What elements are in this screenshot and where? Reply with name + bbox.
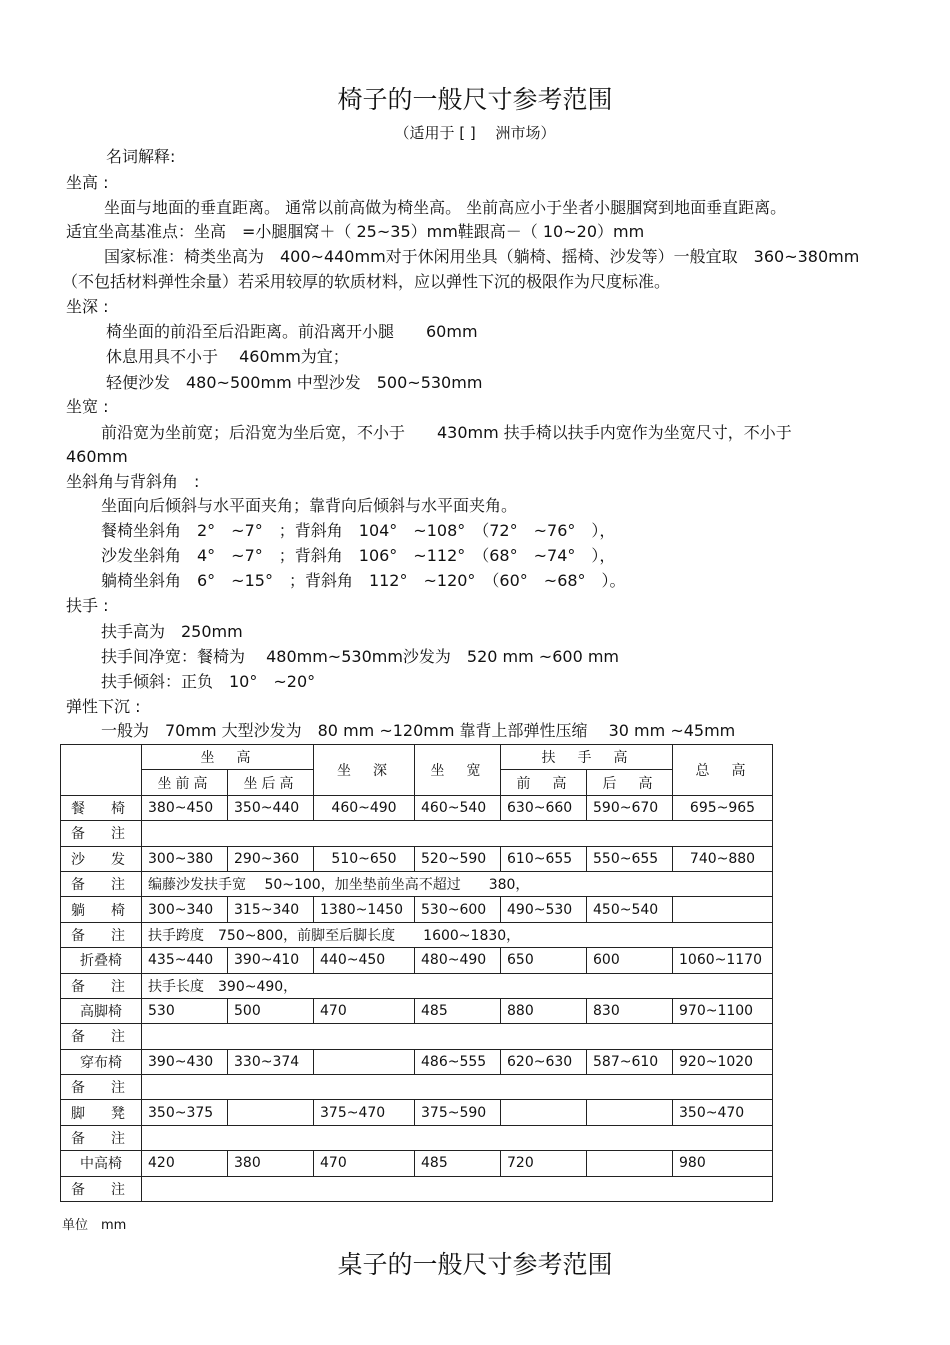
cell: 550~655: [587, 846, 673, 871]
cell: 290~360: [228, 846, 314, 871]
header-seat-front: 坐前高: [142, 770, 228, 795]
note-text: [142, 1024, 773, 1049]
note-row: [61, 1176, 773, 1201]
cell: 470: [314, 998, 415, 1023]
row-name: 中高椅: [61, 1151, 142, 1176]
cell: 315~340: [228, 897, 314, 922]
cell: 587~610: [587, 1049, 673, 1074]
header-armrest: 扶 手 高: [501, 745, 673, 770]
text-line: 椅坐面的前沿至后沿距离。前沿离开小腿 60mm: [106, 322, 478, 341]
table-row: [61, 948, 773, 973]
header-seat-height: 坐 高: [142, 745, 314, 770]
text-line: 沙发坐斜角 4° ~7° ；背斜角 106° ~112° （68° ~74° ），: [101, 546, 616, 565]
cell: 1380~1450: [314, 897, 415, 922]
cell: 720: [501, 1151, 587, 1176]
cell: 485: [415, 1151, 501, 1176]
cell: 510~650: [314, 846, 415, 871]
note-label: 备 注: [61, 1024, 142, 1049]
header-arm-back: 后 高: [587, 770, 673, 795]
cell: 695~965: [673, 795, 773, 820]
cell: 980: [673, 1151, 773, 1176]
cell: 486~555: [415, 1049, 501, 1074]
cell: 530~600: [415, 897, 501, 922]
table-row: [61, 1049, 773, 1074]
cell: 590~670: [587, 795, 673, 820]
text-line: 餐椅坐斜角 2° ~7° ；背斜角 104° ~108° （72° ~76° ），: [101, 521, 616, 540]
cell: 300~340: [142, 897, 228, 922]
cell: 390~410: [228, 948, 314, 973]
table-row: [61, 897, 773, 922]
text-line: 名词解释:: [106, 147, 176, 166]
header-total: 总 高: [673, 745, 773, 796]
cell: 970~1100: [673, 998, 773, 1023]
cell: 450~540: [587, 897, 673, 922]
note-row: [61, 1125, 773, 1150]
cell: 390~430: [142, 1049, 228, 1074]
cell: 350~470: [673, 1100, 773, 1125]
text-line: 国家标准：椅类坐高为 400~440mm对于休闲用坐具（躺椅、摇椅、沙发等）一般宜取 360~380mm: [104, 247, 860, 266]
cell: 375~590: [415, 1100, 501, 1125]
text-line: 适宜坐高基准点：坐高 =小腿腘窝＋（ 25~35）mm鞋跟高－（ 10~20）mm: [66, 222, 645, 241]
note-label: 备 注: [61, 821, 142, 846]
cell: 630~660: [501, 795, 587, 820]
cell: 480~490: [415, 948, 501, 973]
text-line: （不包括材料弹性余量）若采用较厚的软质材料，应以弹性下沉的极限作为尺度标准。: [62, 272, 671, 291]
row-name: 脚 凳: [61, 1100, 142, 1125]
note-text: [142, 821, 773, 846]
text-line: 扶手间净宽：餐椅为 480mm~530mm沙发为 520 mm ~600 mm: [101, 647, 620, 666]
cell: 600: [587, 948, 673, 973]
chair-dimension-table: [60, 744, 773, 1202]
cell: 375~470: [314, 1100, 415, 1125]
section-heading-angles: 坐斜角与背斜角 :: [66, 472, 200, 491]
cell: 830: [587, 998, 673, 1023]
section-title-tables: 桌子的一般尺寸参考范围: [337, 1250, 613, 1279]
cell: 500: [228, 998, 314, 1023]
note-row: [61, 1075, 773, 1100]
text-line: 前沿宽为坐前宽；后沿宽为坐后宽，不小于 430mm 扶手椅以扶手内宽作为坐宽尺寸，不小于: [101, 423, 792, 442]
note-text: 扶手长度 390~490，: [142, 973, 773, 998]
header-seat-back: 坐后高: [228, 770, 314, 795]
cell: 330~374: [228, 1049, 314, 1074]
cell: 740~880: [673, 846, 773, 871]
text-line: 扶手高为 250mm: [101, 622, 243, 641]
cell: 435~440: [142, 948, 228, 973]
text-line: 扶手倾斜：正负 10° ~20°: [101, 672, 316, 691]
note-label: 备 注: [61, 1125, 142, 1150]
cell: 610~655: [501, 846, 587, 871]
section-heading-seat-depth: 坐深 :: [66, 297, 109, 316]
note-row: [61, 821, 773, 846]
cell: 460~540: [415, 795, 501, 820]
cell: 880: [501, 998, 587, 1023]
note-row: [61, 1024, 773, 1049]
cell: 1060~1170: [673, 948, 773, 973]
cell: 350~440: [228, 795, 314, 820]
cell: 460~490: [314, 795, 415, 820]
note-text: 扶手跨度 750~800，前脚至后脚长度 1600~1830，: [142, 922, 773, 947]
cell: [587, 1100, 673, 1125]
note-row: [61, 973, 773, 998]
row-name: 折叠椅: [61, 948, 142, 973]
note-label: 备 注: [61, 1075, 142, 1100]
table-row: [61, 1100, 773, 1125]
cell: 620~630: [501, 1049, 587, 1074]
cell: 380: [228, 1151, 314, 1176]
cell: 485: [415, 998, 501, 1023]
row-name: 穿布椅: [61, 1049, 142, 1074]
unit-label: 单位 mm: [62, 1218, 127, 1233]
text-line: 休息用具不小于 460mm为宜；: [106, 347, 349, 366]
note-text: [142, 1075, 773, 1100]
section-heading-sink: 弹性下沉 :: [66, 697, 141, 716]
header-arm-front: 前 高: [501, 770, 587, 795]
cell: 420: [142, 1151, 228, 1176]
text-line: 轻便沙发 480~500mm 中型沙发 500~530mm: [106, 373, 483, 392]
note-label: 备 注: [61, 1176, 142, 1201]
cell: 520~590: [415, 846, 501, 871]
row-name: 躺 椅: [61, 897, 142, 922]
text-line: 坐面向后倾斜与水平面夹角；靠背向后倾斜与水平面夹角。: [101, 496, 518, 515]
cell: 350~375: [142, 1100, 228, 1125]
table-row: [61, 795, 773, 820]
cell: [314, 1049, 415, 1074]
cell: 440~450: [314, 948, 415, 973]
table-row: [61, 846, 773, 871]
page-title: 椅子的一般尺寸参考范围: [337, 85, 613, 114]
note-text: [142, 1176, 773, 1201]
subtitle: （适用于 [ ] 洲市场）: [394, 124, 556, 142]
note-label: 备 注: [61, 973, 142, 998]
cell: 300~380: [142, 846, 228, 871]
note-text: [142, 1125, 773, 1150]
cell: 920~1020: [673, 1049, 773, 1074]
header-seat-depth: 坐 深: [314, 745, 415, 796]
cell: 530: [142, 998, 228, 1023]
cell: 650: [501, 948, 587, 973]
section-heading-seat-width: 坐宽 :: [66, 397, 109, 416]
text-line: 一般为 70mm 大型沙发为 80 mm ~120mm 靠背上部弹性压缩 30 mm ~45mm: [101, 721, 736, 740]
row-name: 高脚椅: [61, 998, 142, 1023]
row-name: 餐 椅: [61, 795, 142, 820]
note-text: 编藤沙发扶手宽 50~100，加坐垫前坐高不超过 380，: [142, 871, 773, 896]
note-row: [61, 922, 773, 947]
header-corner: [61, 745, 142, 796]
note-label: 备 注: [61, 871, 142, 896]
section-heading-armrest: 扶手 :: [66, 596, 109, 615]
table-row: [61, 1151, 773, 1176]
section-heading-seat-height: 坐高 :: [66, 173, 109, 192]
note-label: 备 注: [61, 922, 142, 947]
cell: [673, 897, 773, 922]
text-line: 坐面与地面的垂直距离。 通常以前高做为椅坐高。 坐前高应小于坐者小腿腘窝到地面垂直距离。: [104, 198, 787, 217]
cell: [501, 1100, 587, 1125]
text-line: 躺椅坐斜角 6° ~15° ；背斜角 112° ~120° （60° ~68° ）。: [101, 571, 626, 590]
table-row: [61, 998, 773, 1023]
text-line: 460mm: [66, 447, 128, 466]
note-row: [61, 871, 773, 896]
row-name: 沙 发: [61, 846, 142, 871]
cell: 380~450: [142, 795, 228, 820]
cell: 470: [314, 1151, 415, 1176]
cell: [228, 1100, 314, 1125]
header-seat-width: 坐 宽: [415, 745, 501, 796]
cell: 490~530: [501, 897, 587, 922]
cell: [587, 1151, 673, 1176]
